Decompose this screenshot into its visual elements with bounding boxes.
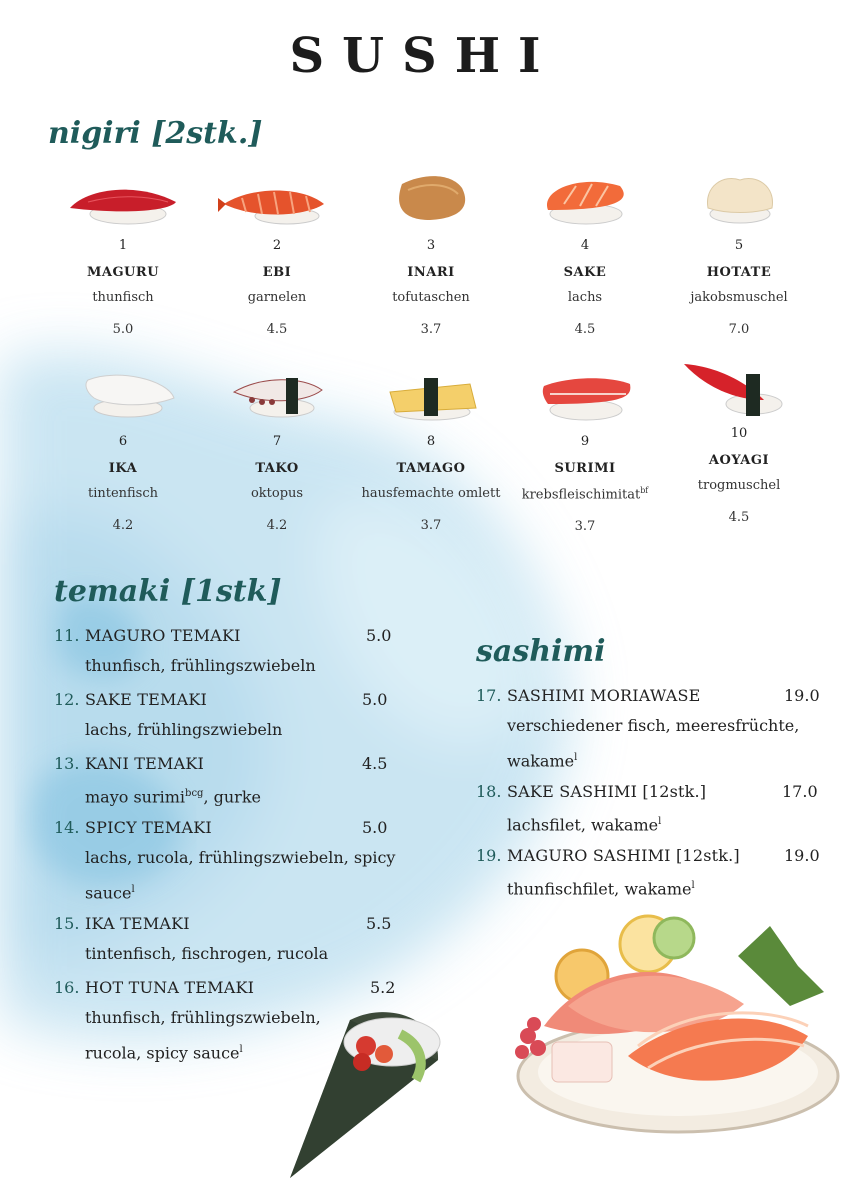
- nigiri-item: 7 TAKO oktopus 4.2: [197, 364, 357, 533]
- nigiri-item: 9 SURIMI krebsfleischimitat$^{bf}$ 3.7: [505, 364, 665, 534]
- tamago-nigiri-icon: [366, 364, 496, 424]
- temaki-heading: temaki [1stk]: [54, 574, 282, 609]
- surimi-nigiri-icon: [520, 364, 650, 424]
- nigiri-item: 10 AOYAGI trogmuschel 4.5: [659, 356, 819, 525]
- tako-nigiri-icon: [212, 364, 342, 424]
- nigiri-heading: nigiri [2stk.]: [48, 116, 263, 151]
- sashimi-list: [476, 686, 836, 910]
- nigiri-item: 4 SAKE lachs 4.5: [505, 168, 665, 337]
- list-item: 13. KANI TEMAKI 4.5 mayo surimi$^{bcg}$, gurke: [54, 754, 388, 807]
- nigiri-item: 2 EBI garnelen 4.5: [197, 168, 357, 337]
- nigiri-item: 6 IKA tintenfisch 4.2: [43, 364, 203, 533]
- list-item: 15. IKA TEMAKI 5.5 tintenfisch, fischrogen, rucola: [54, 914, 392, 963]
- list-item: 14. SPICY TEMAKI 5.0 lachs, rucola, frühlingszwiebeln, spicy sauce$^l$: [54, 818, 396, 903]
- sashimi-heading: sashimi: [476, 634, 606, 669]
- ika-nigiri-icon: [58, 364, 188, 424]
- nigiri-item: 5 HOTATE jakobsmuschel 7.0: [659, 168, 819, 337]
- list-item: 12. SAKE TEMAKI 5.0 lachs, frühlingszwiebeln: [54, 690, 388, 739]
- sashimi-platter-icon: [508, 896, 844, 1152]
- ebi-nigiri-icon: [212, 168, 342, 228]
- list-item: 17. SASHIMI MORIAWASE 19.0 verschiedener fisch, meeresfrüchte, wakame$^l$: [476, 686, 820, 771]
- sake-nigiri-icon: [520, 168, 650, 228]
- page-title: SUSHI: [289, 28, 559, 84]
- list-item: 19. MAGURO SASHIMI [12stk.] 19.0 thunfischfilet, wakame$^l$: [476, 846, 820, 899]
- list-item: 11. MAGURO TEMAKI 5.0 thunfisch, frühlingszwiebeln: [54, 626, 392, 675]
- temaki-list: [54, 626, 434, 1074]
- hotate-nigiri-icon: [674, 168, 804, 228]
- aoyagi-nigiri-icon: [674, 356, 804, 424]
- maguro-nigiri-icon: [58, 168, 188, 228]
- nigiri-item: 8 TAMAGO hausfemachte omlett 3.7: [351, 364, 511, 533]
- list-item: 18. SAKE SASHIMI [12stk.] 17.0 lachsfilet, wakame$^l$: [476, 782, 818, 835]
- nigiri-item: 1 MAGURU thunfisch 5.0: [43, 168, 203, 337]
- nigiri-item: 3 INARI tofutaschen 3.7: [351, 168, 511, 337]
- list-item: 16. HOT TUNA TEMAKI 5.2 thunfisch, frühlingszwiebeln, rucola, spicy sauce$^l$: [54, 978, 396, 1063]
- inari-icon: [366, 168, 496, 228]
